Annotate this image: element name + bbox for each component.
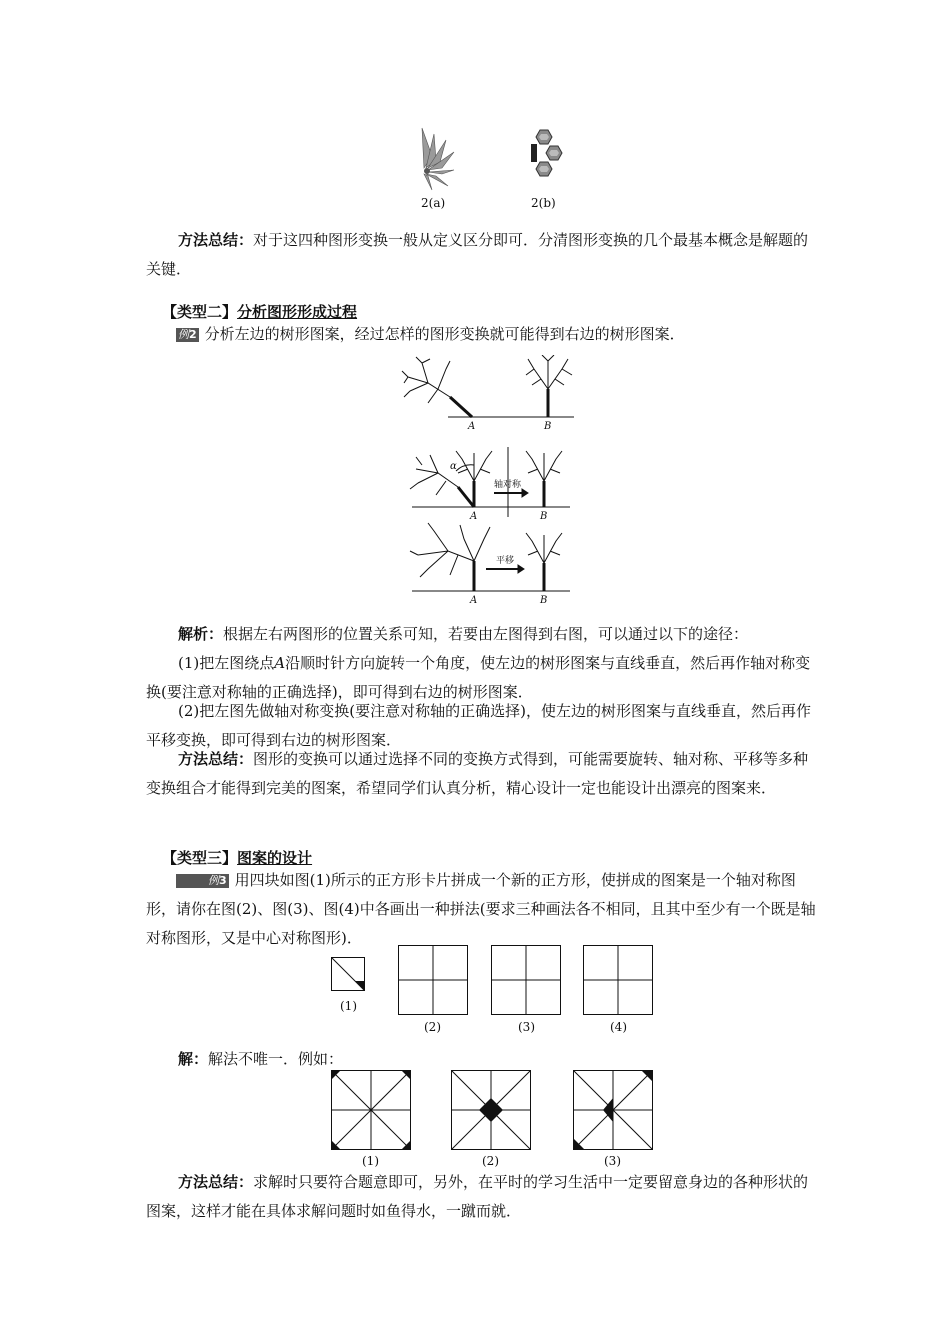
tree-label-alpha: α [450,461,457,472]
type2-bracket-close: 】 [222,303,238,321]
step-1-prefix: (1)把左图绕点 [178,654,275,672]
solution-text: 解法不唯一．例如： [208,1050,344,1068]
example-2-analysis [146,620,816,649]
analysis-text: 根据左右两图形的位置关系可知，若要由左图得到右图，可以通过以下的途径： [223,625,749,643]
tree-label-b-2: B [540,511,548,522]
figure-2b-hexagons [526,128,566,192]
tree-label-translate: 平移 [496,556,515,566]
summary-1-text: 对于这四种图形变换一般从定义区分即可．分清图形变换的几个最基本概念是解题的关键． [146,231,809,278]
tree-transform-figure [398,355,578,605]
example-3-badge [176,874,229,888]
figure-2b-caption: 2(b) [531,196,556,210]
tree-label-a-2: A [470,511,478,522]
solution-label: 解： [178,1050,209,1068]
answer-caption-2: (2) [482,1154,499,1168]
summary-3-label: 方法总结： [178,1173,254,1191]
summary-2-text: 图形的变换可以通过选择不同的变换方式得到，可能需要旋转、轴对称、平移等多种变换组合才能得到完美的图案，希望同学们认真分析，精心设计一定也能设计出漂亮的图案来． [146,750,809,797]
analysis-label: 解析： [178,625,224,643]
tree-label-b-1: B [544,421,552,432]
example-2-badge-number: 2 [189,328,197,341]
type3-bracket-open: 【 [162,849,178,867]
summary-1-label: 方法总结： [178,231,254,249]
figure-2a-caption: 2(a) [421,196,446,210]
grid-caption-2: (2) [424,1020,441,1034]
tree-label-a-3: A [470,595,478,605]
answer-grid-2 [451,1070,531,1150]
example-3-summary [146,1168,816,1226]
example-2-question [176,320,816,349]
example-2-badge [176,328,199,342]
example-3-question-text: 用四块如图(1)所示的正方形卡片拼成一个新的正方形，使拼成的图案是一个轴对称图形，请你在图(2)、图(3)、图(4)中各画出一种拼法(要求三种画法各不相同，且其中至少有一个既是轴对称图形，又是中心对称图形)． [146,871,816,947]
type2-category: 类型二 [177,303,223,321]
example-2-summary [146,745,816,803]
summary-3-text: 求解时只要符合题意即可，另外，在平时的学习生活中一定要留意身边的各种形状的图案，这样才能在具体求解问题时如鱼得水，一蹴而就． [146,1173,809,1220]
grid-caption-3: (3) [518,1020,535,1034]
type3-bracket-close: 】 [222,849,238,867]
type3-title: 图案的设计 [237,849,313,867]
answer-caption-1: (1) [362,1154,379,1168]
example-3-badge-prefix: 例 [208,874,219,887]
summary-1 [146,226,816,284]
tree-label-axis-symmetry: 轴对称 [494,480,522,490]
answer-grid-3 [573,1070,653,1150]
answer-grid-1 [331,1070,411,1150]
answer-caption-3: (3) [604,1154,621,1168]
type2-title: 分析图形形成过程 [237,303,358,321]
card-figure-1 [331,957,365,991]
example-2-badge-prefix: 例 [178,328,189,341]
example-3-badge-number: 3 [219,874,227,887]
empty-grid-2 [398,945,468,1015]
grid-caption-1: (1) [340,999,357,1013]
step-1-point: A [274,654,286,672]
empty-grid-3 [491,945,561,1015]
example-2-question-text: 分析左边的树形图案，经过怎样的图形变换就可能得到右边的树形图案． [204,325,685,343]
example-3-question [146,866,816,953]
type3-category: 类型三 [177,849,223,867]
type2-bracket-open: 【 [162,303,178,321]
step-2-text: (2)把左图先做轴对称变换(要注意对称轴的正确选择)，使左边的树形图案与直线垂直，然后再作平移变换，即可得到右边的树形图案． [146,702,811,749]
tree-label-b-3: B [540,595,548,605]
summary-2-label: 方法总结： [178,750,254,768]
empty-grid-4 [583,945,653,1015]
grid-caption-4: (4) [610,1020,627,1034]
figure-2a-flower [418,124,458,192]
step-1-text: 沿顺时针方向旋转一个角度，使左边的树形图案与直线垂直，然后再作轴对称变换(要注意对称轴的正确选择)，即可得到右边的树形图案． [146,654,811,701]
tree-label-a-1: A [468,421,476,432]
